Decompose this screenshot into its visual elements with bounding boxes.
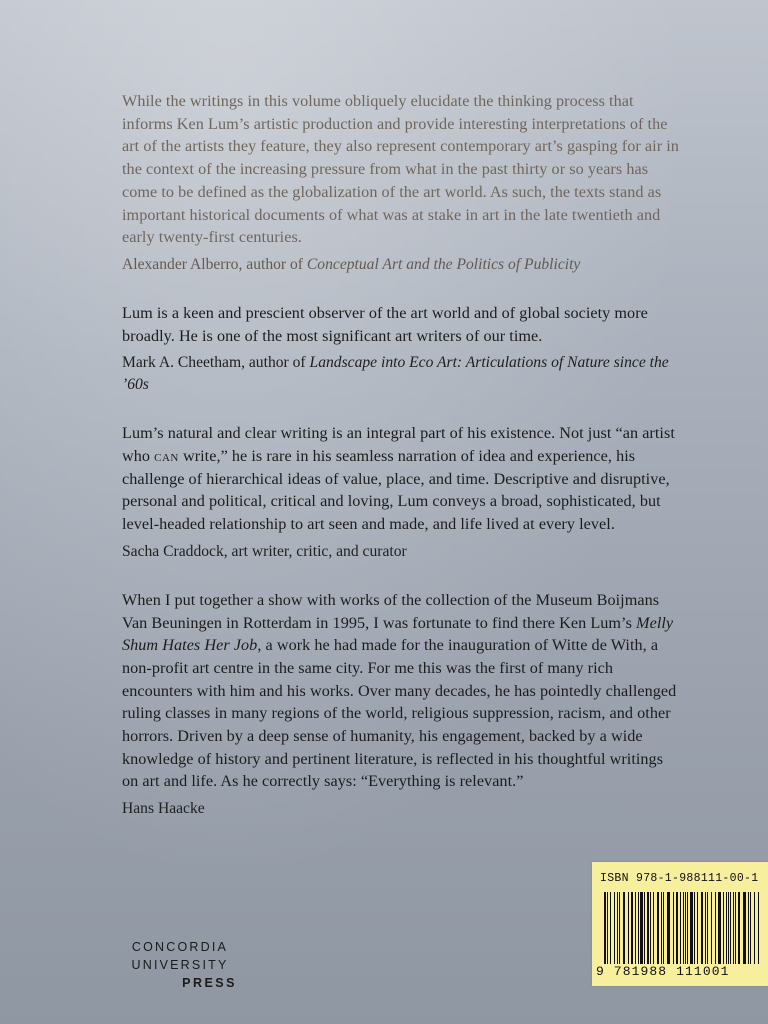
barcode-bar (758, 892, 759, 964)
blurb-quote: While the writings in this volume obliquely elucidate the thinking process that informs Ken Lum’s artistic production and provide interesting interpretations of the art of the artists they feature, they also represent contemporary art’s gasping for air in the context of the increasing pressure from what in the past thirty or so years has come to be defined as the globalization of the art world. As such, the texts stand as important historical documents of what was at stake in art in the late twentieth and early twenty-first centuries. (122, 92, 679, 247)
barcode-bar (604, 892, 606, 964)
barcode-bar (653, 892, 654, 964)
quote-text-start: Lum’s natural and clear writing is an integral part of his existence. Not just “an artist who (122, 424, 675, 466)
blurb-attribution (122, 254, 682, 276)
barcode-bar (748, 892, 749, 964)
blurb-alberro (122, 90, 682, 276)
attribution-author: Mark A. Cheetham, author of (122, 354, 310, 372)
blurb-attribution: Sacha Craddock, art writer, critic, and curator (122, 542, 407, 560)
publisher-line-3: PRESS (182, 976, 237, 990)
barcode-bar (718, 892, 721, 964)
barcode-bar (680, 892, 681, 964)
barcode-bars (604, 892, 760, 964)
quote-text-end: write,” he is rare in his seamless narration of idea and experience, his challenge of hierarchical ideas of value, place, and time. Descriptive and disruptive, personal and political, critical and loving, Lum conveys a broad, sophisticated, but level-headed relationship to art seen and made, and life lived at every level. (122, 447, 670, 534)
blurb-haacke (122, 589, 682, 820)
blurb-craddock (122, 422, 682, 563)
barcode-bar (697, 892, 698, 964)
barcode-bar (750, 892, 751, 964)
barcode-bar (644, 892, 645, 964)
isbn-label: ISBN 978-1-988111-00-1 (600, 872, 759, 885)
barcode-bar (694, 892, 695, 964)
blurb-quote (122, 589, 682, 793)
barcode-bar (701, 892, 703, 964)
barcode-bar (673, 892, 674, 964)
attribution-author: Alexander Alberro, author of (122, 255, 307, 273)
blurb-quote (122, 422, 682, 536)
barcode-bar (607, 892, 608, 964)
barcode-bar (728, 892, 729, 964)
publisher-line-1: CONCORDIA (131, 940, 229, 954)
barcode-bar (705, 892, 706, 964)
barcode-bar (687, 892, 688, 964)
quote-text-start: When I put together a show with works of the collection of the Museum Boijmans Van Beuningen in Rotterdam in 1995, I was fortunate to find there Ken Lum’s (122, 590, 660, 632)
barcode-bar (610, 892, 611, 964)
barcode-bar (667, 892, 670, 964)
quote-artwork-title: Melly Shum Hates Her Job (122, 613, 674, 655)
barcode-bar (617, 892, 618, 964)
barcode-bar (631, 892, 633, 964)
publisher-line-2: UNIVERSITY (131, 958, 229, 972)
blurb-attribution: Hans Haacke (122, 800, 205, 818)
barcode-bar (738, 892, 740, 964)
barcode-bar (683, 892, 684, 964)
barcode-bar (640, 892, 643, 964)
barcode-bar (635, 892, 636, 964)
barcode-bar (726, 892, 727, 964)
barcode-bar (647, 892, 649, 964)
publisher-logo (120, 938, 240, 992)
barcode-bar (661, 892, 662, 964)
blurb-cheetham (122, 302, 682, 396)
barcode-bar (711, 892, 712, 964)
blurb-attribution (122, 352, 682, 396)
attribution-book-title: Landscape into Eco Art: Articulations of Nature since the ’60s (122, 354, 669, 394)
barcode-bar (657, 892, 659, 964)
attribution-book-title: Conceptual Art and the Politics of Publicity (306, 255, 581, 273)
barcode-bar (707, 892, 708, 964)
blurbs-column (122, 90, 682, 846)
barcode-bar (614, 892, 615, 964)
barcode-bar (628, 892, 629, 964)
quote-text-end: , a work he had made for the inauguration of Witte de With, a non-profit art centre in the same city. For me this was the first of many rich encounters with him and his works. Over many decades, he has pointedly challenged ruling classes in many regions of the world, religious suppression, racism, and other horrors. Driven by a deep sense of humanity, his engagement, backed by a wide knowledge of history and pertinent literature, is reflected in his thoughtful writings on art and life. As he correctly says: “Everything is relevant.” (122, 636, 677, 791)
barcode-bar (663, 892, 664, 964)
barcode-bar (676, 892, 678, 964)
isbn-barcode (592, 862, 768, 986)
barcode-bar (723, 892, 724, 964)
barcode-bar (638, 892, 639, 964)
barcode-bar (685, 892, 686, 964)
barcode-bar (715, 892, 716, 964)
quote-emphasis: can (154, 447, 179, 466)
barcode-bar (733, 892, 734, 964)
barcode-bar (754, 892, 755, 964)
barcode-bar (623, 892, 625, 964)
barcode-bar (650, 892, 651, 964)
barcode-bar (690, 892, 693, 964)
barcode-bar (743, 892, 746, 964)
barcode-bar (730, 892, 731, 964)
barcode-bar (735, 892, 736, 964)
barcode-digits: 9 781988 111001 (596, 964, 730, 979)
blurb-quote: Lum is a keen and prescient observer of the art world and of global society more broadly. He is one of the most significant art writers of our time. (122, 303, 648, 345)
barcode-bar (619, 892, 620, 964)
